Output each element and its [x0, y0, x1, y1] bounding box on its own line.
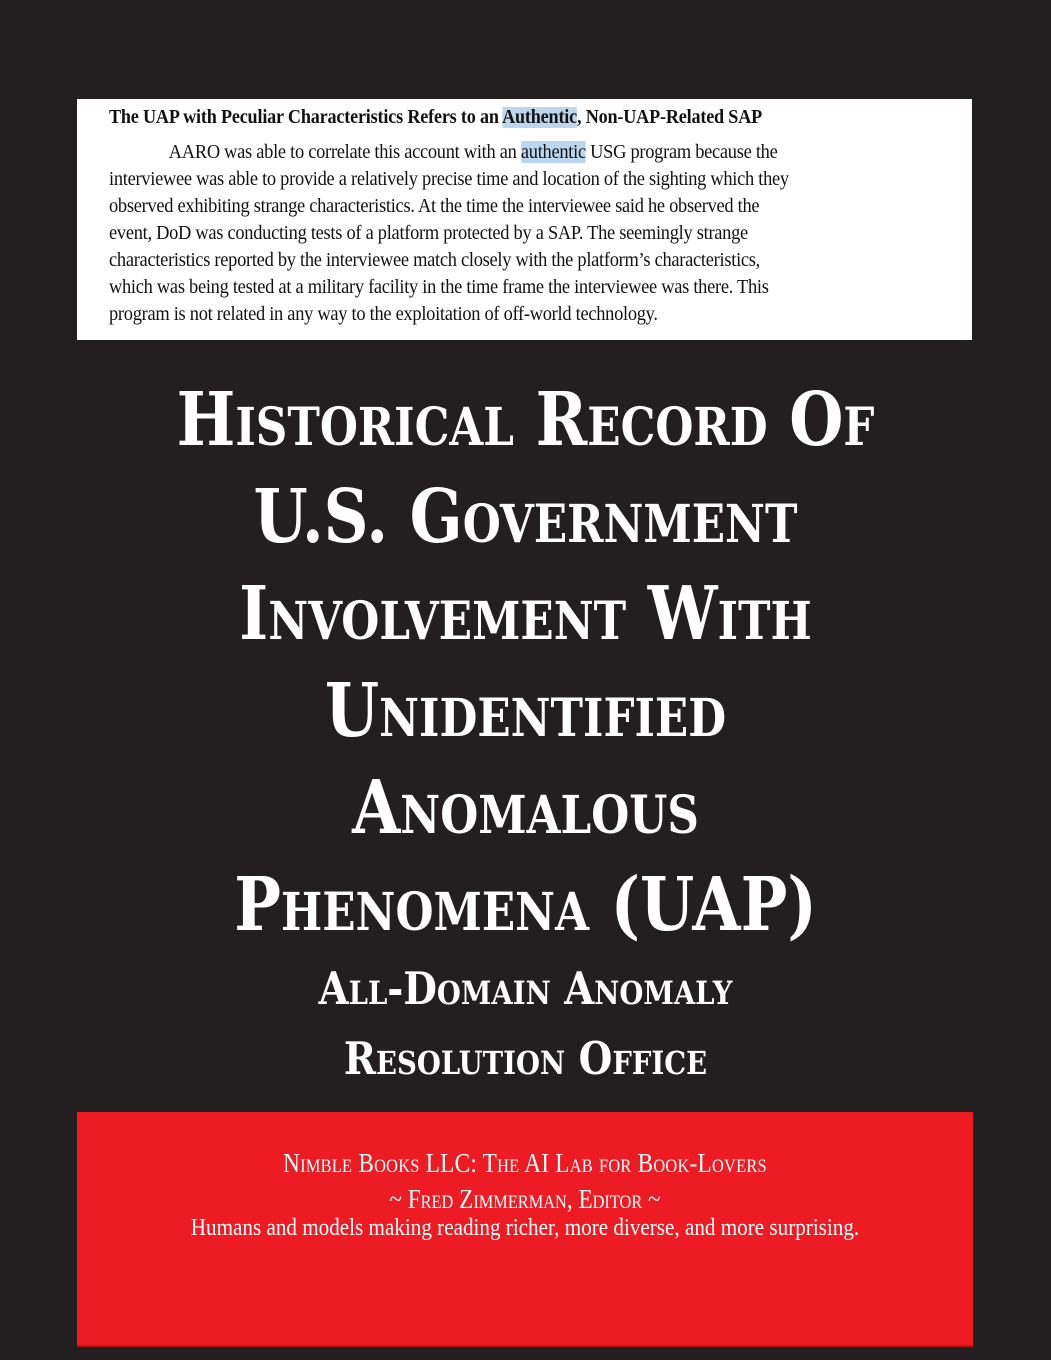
excerpt-heading [109, 107, 895, 129]
excerpt-line: program is not related in any way to the exploitation of off-world technology. [109, 303, 658, 325]
excerpt-line-text: AARO was able to correlate this account with an [168, 141, 521, 163]
title-line: Historical Record Of [176, 377, 875, 463]
excerpt-line: observed exhibiting strange characteristics. At the time the interviewee said he observed the [109, 195, 760, 217]
title-line: U.S. Government [253, 474, 798, 560]
subtitle-line: All-Domain Anomaly [318, 962, 733, 1015]
excerpt-line: interviewee was able to provide a relatively precise time and location of the sighting which they [109, 168, 789, 190]
excerpt-line: characteristics reported by the interviewee match closely with the platform’s characteristics, [109, 249, 761, 271]
publisher-tagline: Humans and models making reading richer, more diverse, and more surprising. [190, 1215, 860, 1241]
publisher-banner [77, 1112, 973, 1347]
title-line: Anomalous [352, 765, 699, 851]
document-excerpt [77, 99, 972, 340]
excerpt-line [109, 139, 965, 166]
excerpt-heading-highlight: Authentic [502, 107, 578, 128]
editor-credit: ~ Fred Zimmerman, Editor ~ [389, 1184, 661, 1214]
book-title [0, 372, 1051, 1094]
publisher-name: Nimble Books LLC: The AI Lab for Book-Lovers [283, 1148, 767, 1178]
excerpt-line: which was being tested at a military facility in the time frame the interviewee was there. This [109, 276, 769, 298]
excerpt-heading-text: The UAP with Peculiar Characteristics Refers to an [109, 107, 503, 128]
excerpt-line: event, DoD was conducting tests of a platform protected by a SAP. The seemingly strange [109, 222, 748, 244]
excerpt-heading-text-end: , Non-UAP-Related SAP [577, 107, 763, 128]
excerpt-line-text-end: USG program because the [585, 141, 778, 163]
title-line: Unidentified [324, 668, 727, 754]
excerpt-body [109, 139, 965, 328]
excerpt-line-highlight: authentic [520, 141, 586, 163]
title-line: Phenomena (UAP) [234, 862, 817, 948]
subtitle-line: Resolution Office [343, 1032, 708, 1085]
title-line: Involvement With [239, 571, 812, 657]
